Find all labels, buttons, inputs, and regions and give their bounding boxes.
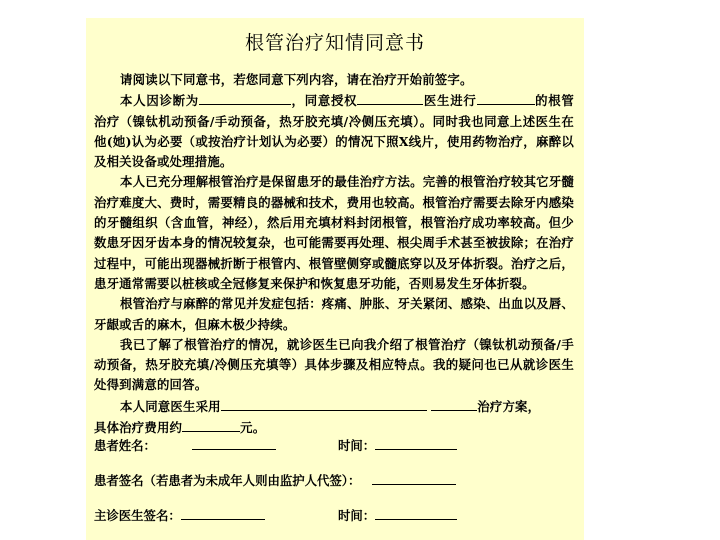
patient-name-row — [94, 436, 276, 454]
authorization-rest: 的根管治疗（镍钛机动预备/手动预备，热牙胶充填/冷侧压充填）。同时我也同意上述医生在他(她)认为必要（或按治疗计划认为必要）的情况下照X线片，使用药物治疗，麻醉以及相关设备或处理措施。 — [94, 93, 575, 170]
plan-prefix: 本人同意医生采用 — [120, 398, 221, 414]
intro-paragraph: 请阅读以下同意书，若您同意下列内容，请在治疗开始前签字。 — [120, 72, 473, 87]
tooth-blank[interactable] — [477, 90, 535, 105]
time-row-1 — [338, 436, 457, 454]
doctor-name-blank[interactable] — [357, 90, 423, 105]
time-blank-2[interactable] — [375, 506, 457, 520]
consent-form-page — [86, 18, 584, 540]
perform-text: 医生进行 — [423, 93, 477, 109]
treatment-plan-paragraph — [94, 396, 574, 417]
authorize-text: ，同意授权 — [290, 93, 358, 109]
plan-blank-2[interactable] — [431, 396, 477, 411]
doctor-sign-label: 主诊医生签名： — [94, 508, 181, 523]
patient-sign-row — [94, 471, 456, 489]
time-blank-1[interactable] — [375, 436, 457, 450]
authorization-paragraph — [94, 90, 574, 172]
patient-sign-blank[interactable] — [372, 471, 456, 485]
plan-blank-1[interactable] — [221, 396, 427, 411]
understanding-paragraph: 本人已充分理解根管治疗是保留患牙的最佳治疗方法。完善的根管治疗较其它牙髓治疗难度大、费时，需要精良的器械和技术，费用也较高。根管治疗需要去除牙内感染的牙髓组织（含血管，神经），然后用充填材料封闭根管，根管治疗成功率较高。但少数患牙因牙齿本身的情况较复杂，也可能需要再处理、根尖周手术甚至被拔除；在治疗过程中，可能出现器械折断于根管内、根管壁侧穿或髓底穿以及牙体折裂。治疗之后，患牙通常需要以桩核或全冠修复来保护和恢复患牙功能，否则易发生牙体折裂。 — [94, 174, 574, 291]
doctor-sign-blank[interactable] — [181, 506, 265, 520]
patient-name-blank[interactable] — [192, 436, 276, 450]
fee-blank[interactable] — [182, 417, 240, 432]
patient-sign-label: 患者签名（若患者为未成年人则由监护人代签）： — [94, 473, 361, 488]
time-label-1: 时间： — [338, 438, 376, 453]
acknowledgement-paragraph: 我已了解了根管治疗的情况，就诊医生已向我介绍了根管治疗（镍钛机动预备/手动预备，热牙胶充填/冷侧压充填等）具体步骤及相应特点。我的疑问也已从就诊医生处得到满意的回答。 — [94, 336, 574, 393]
consent-body — [94, 70, 574, 438]
patient-name-label: 患者姓名： — [94, 438, 156, 453]
doctor-sign-row — [94, 506, 265, 524]
fee-unit: 元。 — [240, 420, 266, 436]
document-title: 根管治疗知情同意书 — [244, 32, 425, 54]
time-label-2: 时间： — [338, 508, 376, 523]
time-row-2 — [338, 506, 457, 524]
complications-paragraph: 根管治疗与麻醉的常见并发症包括：疼痛、肿胀、牙关紧闭、感染、出血以及唇、牙龈或舌的麻木，但麻木极少持续。 — [94, 296, 574, 332]
diagnosis-blank[interactable] — [199, 90, 291, 105]
diagnosis-prefix: 本人因诊断为 — [120, 93, 199, 109]
plan-suffix: 治疗方案， — [477, 398, 541, 414]
fee-label: 具体治疗费用约 — [94, 420, 183, 436]
